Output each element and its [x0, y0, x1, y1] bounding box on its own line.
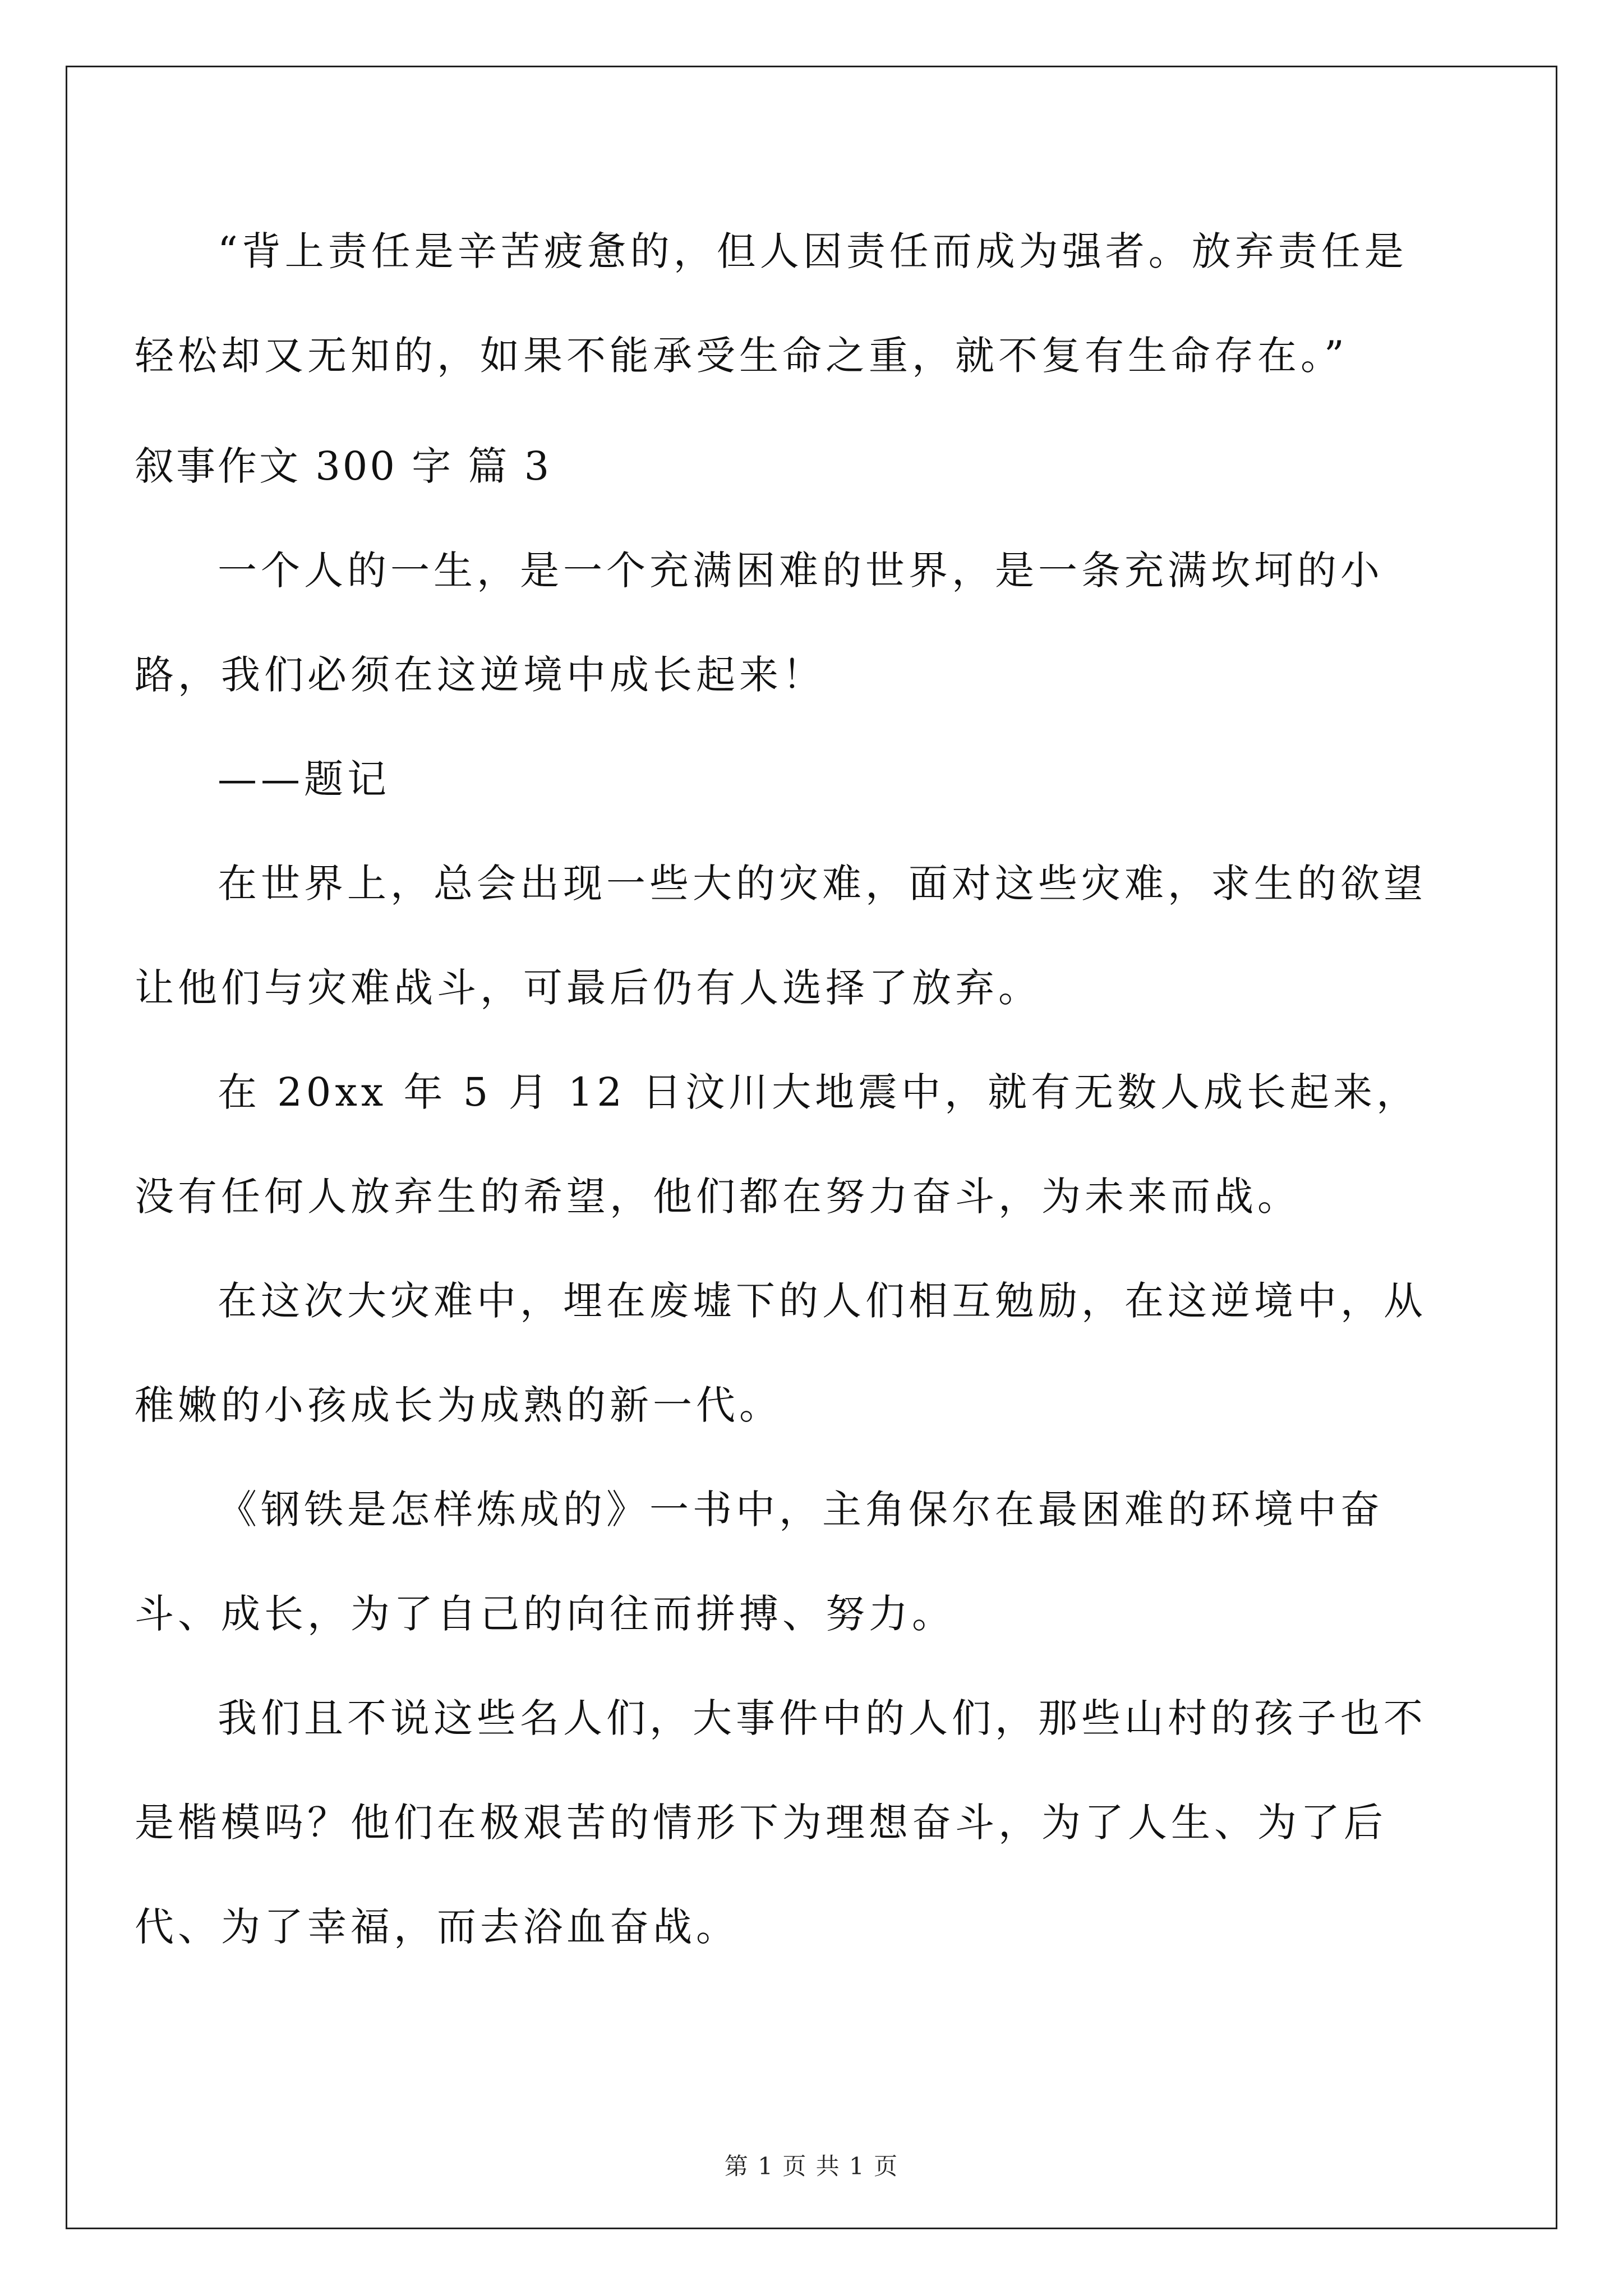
quote-line-1: “背上责任是辛苦疲惫的，但人因责任而成为强者。放弃责任是: [218, 228, 1408, 274]
body-paragraph-6: 我们且不说这些名人们，大事件中的人们，那些山村的孩子也不是楷模吗？他们在极艰苦的情形下为理想奋斗，为了人生、为了后代、为了幸福，而去浴血奋战。: [135, 1695, 1427, 1950]
page-number-footer: 第 1 页 共 1 页: [724, 2152, 899, 2180]
body-paragraph-3: 在 20xx 年 5 月 12 日汶川大地震中，就有无数人成长起来，没有任何人放弃生的希望，他们都在努力奋斗，为未来而战。: [135, 1069, 1420, 1220]
body-paragraph-5: 《钢铁是怎样炼成的》一书中，主角保尔在最困难的环境中奋斗、成长，为了自己的向往而拼搏、努力。: [135, 1487, 1384, 1637]
body-paragraph-2: 在世界上，总会出现一些大的灾难，面对这些灾难，求生的欲望让他们与灾难战斗，可最后仍有人选择了放弃。: [135, 861, 1427, 1011]
quote-paragraph: [135, 199, 1436, 408]
body-paragraph-1: 一个人的一生，是一个充满困难的世界，是一条充满坎坷的小路，我们必须在这逆境中成长起来！: [135, 547, 1384, 698]
section-heading: 叙事作文 300 字 篇 3: [135, 443, 552, 489]
body-paragraph-4: 在这次大灾难中，埋在废墟下的人们相互勉励，在这逆境中，从稚嫩的小孩成长为成熟的新一代。: [135, 1278, 1427, 1428]
quote-line-2: 轻松却又无知的，如果不能承受生命之重，就不复有生命存在。”: [135, 333, 1348, 379]
epigraph-attribution: ——题记: [218, 756, 390, 802]
